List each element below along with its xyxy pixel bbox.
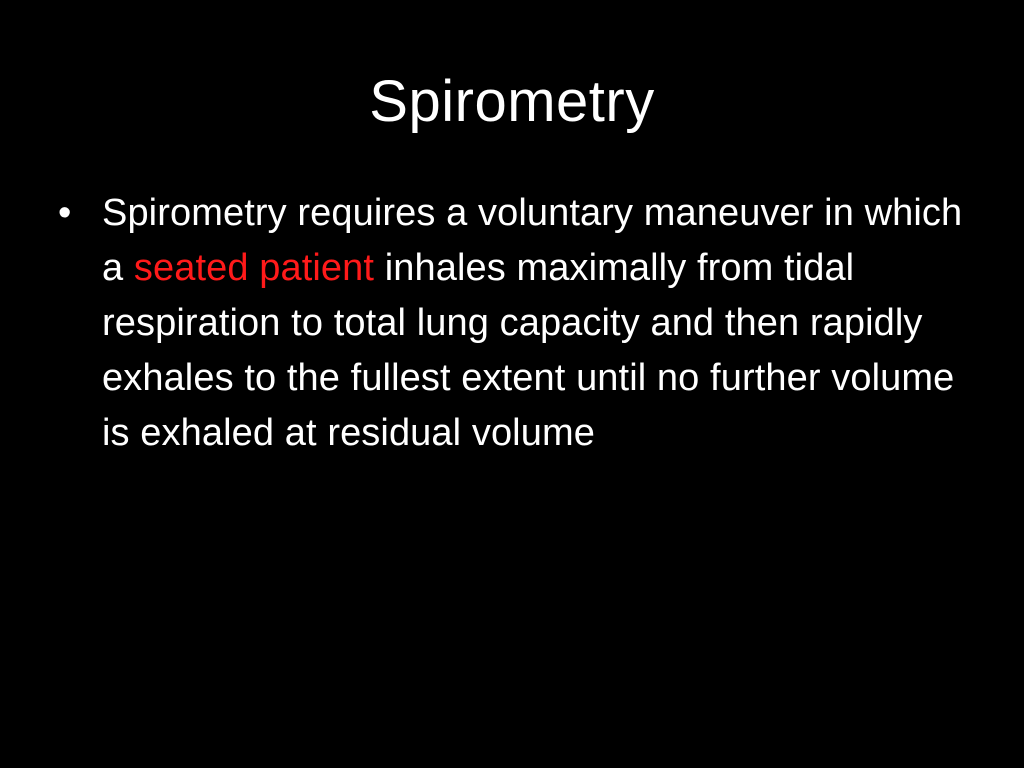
- bullet-marker: •: [58, 192, 72, 234]
- bullet-text-part-2: inhales maximally from tidal respiration to total lung capacity and then rapidly exhales to the fullest extent until no further volume is exhaled at residual volume: [102, 247, 955, 454]
- bullet-highlight-text: seated patient: [133, 247, 375, 289]
- slide-title: Spirometry: [369, 69, 655, 134]
- bullet-item: [58, 186, 978, 461]
- bullet-list: [58, 186, 978, 461]
- bullet-text-part-1: Spirometry requires a voluntary maneuver in which a: [102, 192, 963, 289]
